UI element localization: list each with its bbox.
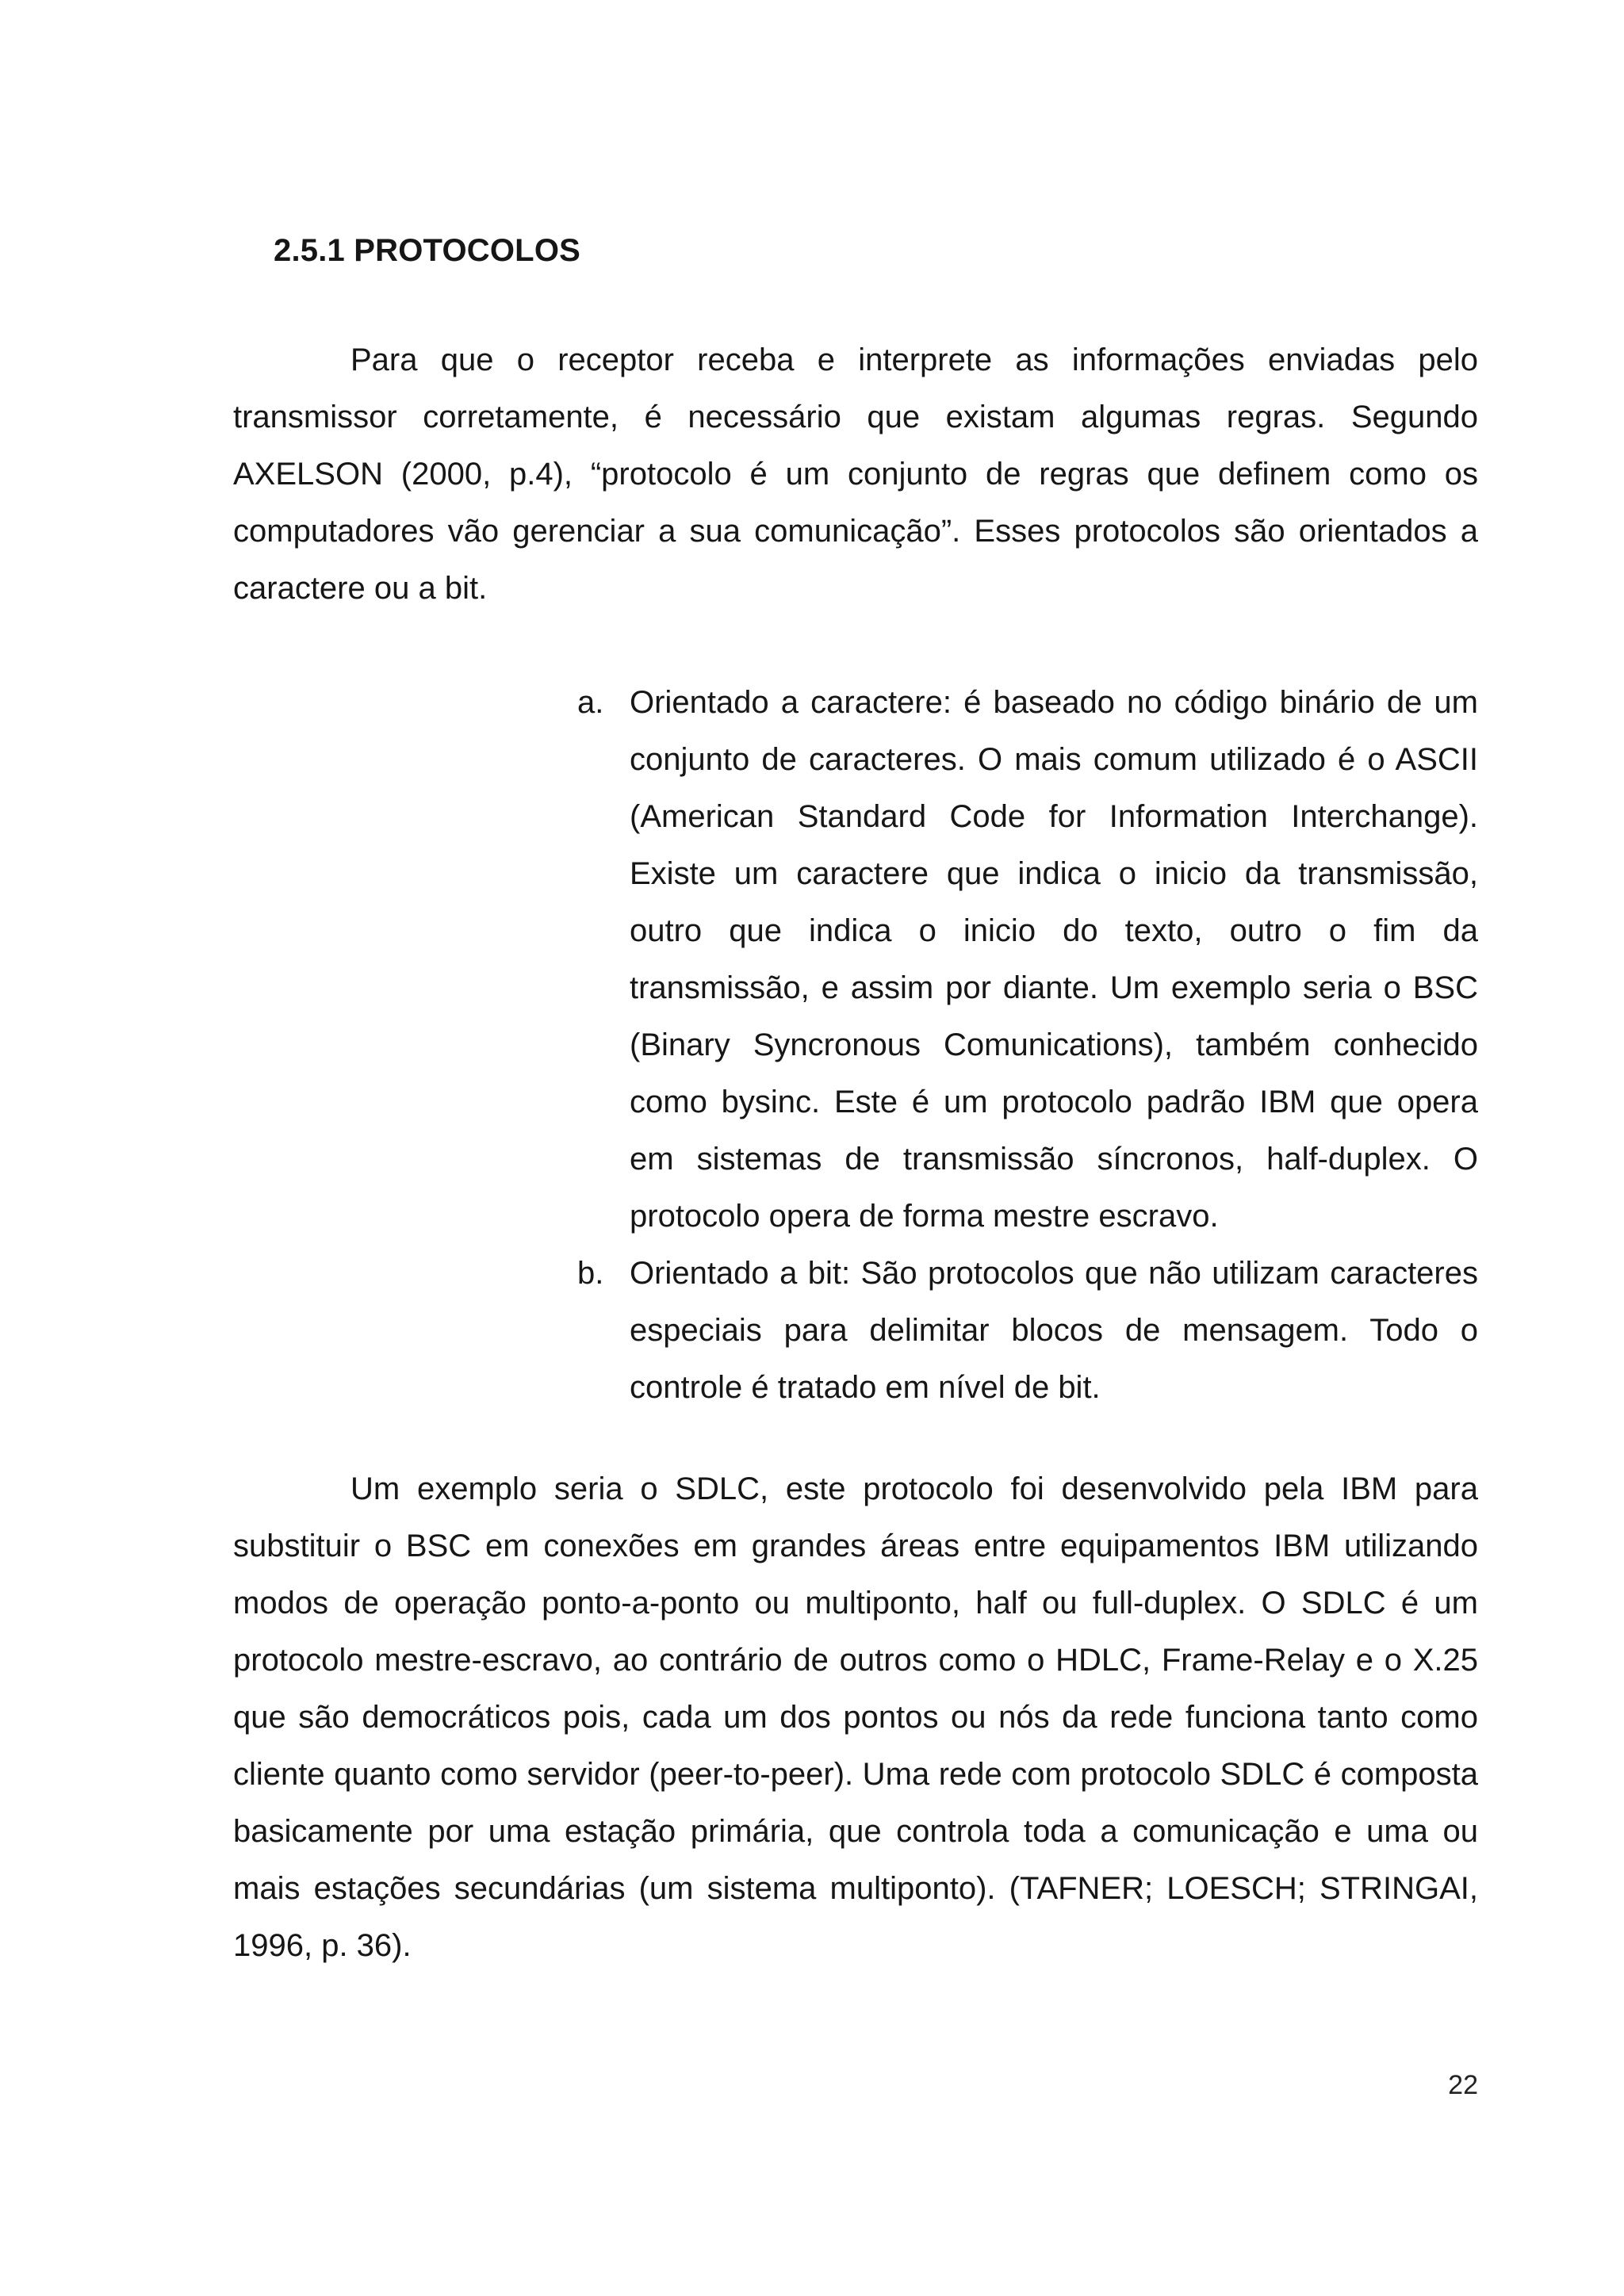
list-marker: a. (577, 685, 604, 720)
example-paragraph: Um exemplo seria o SDLC, este protocolo foi desenvolvido pela IBM para substituir o BSC em conexões em grandes áreas entre equipamentos IBM utilizando modos de operação ponto-a-ponto ou multiponto, half ou full-duplex. O SDLC é um protocolo mestre-escravo, ao contrário de outros como o HDLC, Frame-Relay e o X.25 que são democráticos pois, cada um dos pontos ou nós da rede funciona tanto como cliente quanto como servidor (peer-to-peer). Uma rede com protocolo SDLC é composta basicamente por uma estação primária, que controla toda a comunicação e uma ou mais estações secundárias (um sistema multiponto). (TAFNER; LOESCH; STRINGAI, 1996, p. 36). (233, 1471, 1478, 1963)
list-item-text: Orientado a caractere: é baseado no código binário de um conjunto de caracteres. O mais comum utilizado é o ASCII (American Standard Code for Information Interchange). Existe um caractere que indica o inicio da transmissão, outro que indica o inicio do texto, outro o fim da transmissão, e assim por diante. Um exemplo seria o BSC (Binary Syncronous Comunications), também conhecido como bysinc. Este é um protocolo padrão IBM que opera em sistemas de transmissão síncronos, half-duplex. O protocolo opera de forma mestre escravo. (630, 685, 1478, 1234)
list-item-character-oriented (577, 674, 1478, 1245)
list-item-text: Orientado a bit: São protocolos que não utilizam caracteres especiais para delimitar blocos de mensagem. Todo o controle é tratado em nível de bit. (630, 1256, 1478, 1405)
protocol-type-list (577, 674, 1478, 1416)
page-number: 22 (1448, 2070, 1478, 2100)
section-heading: 2.5.1 PROTOCOLOS (274, 233, 581, 268)
list-marker: b. (577, 1256, 604, 1291)
list-item-bit-oriented (577, 1245, 1478, 1416)
intro-paragraph: Para que o receptor receba e interprete as informações enviadas pelo transmissor corretamente, é necessário que existam algumas regras. Segundo AXELSON (2000, p.4), “protocolo é um conjunto de regras que definem como os computadores vão gerenciar a sua comunicação”. Esses protocolos são orientados a caractere ou a bit. (233, 342, 1478, 606)
